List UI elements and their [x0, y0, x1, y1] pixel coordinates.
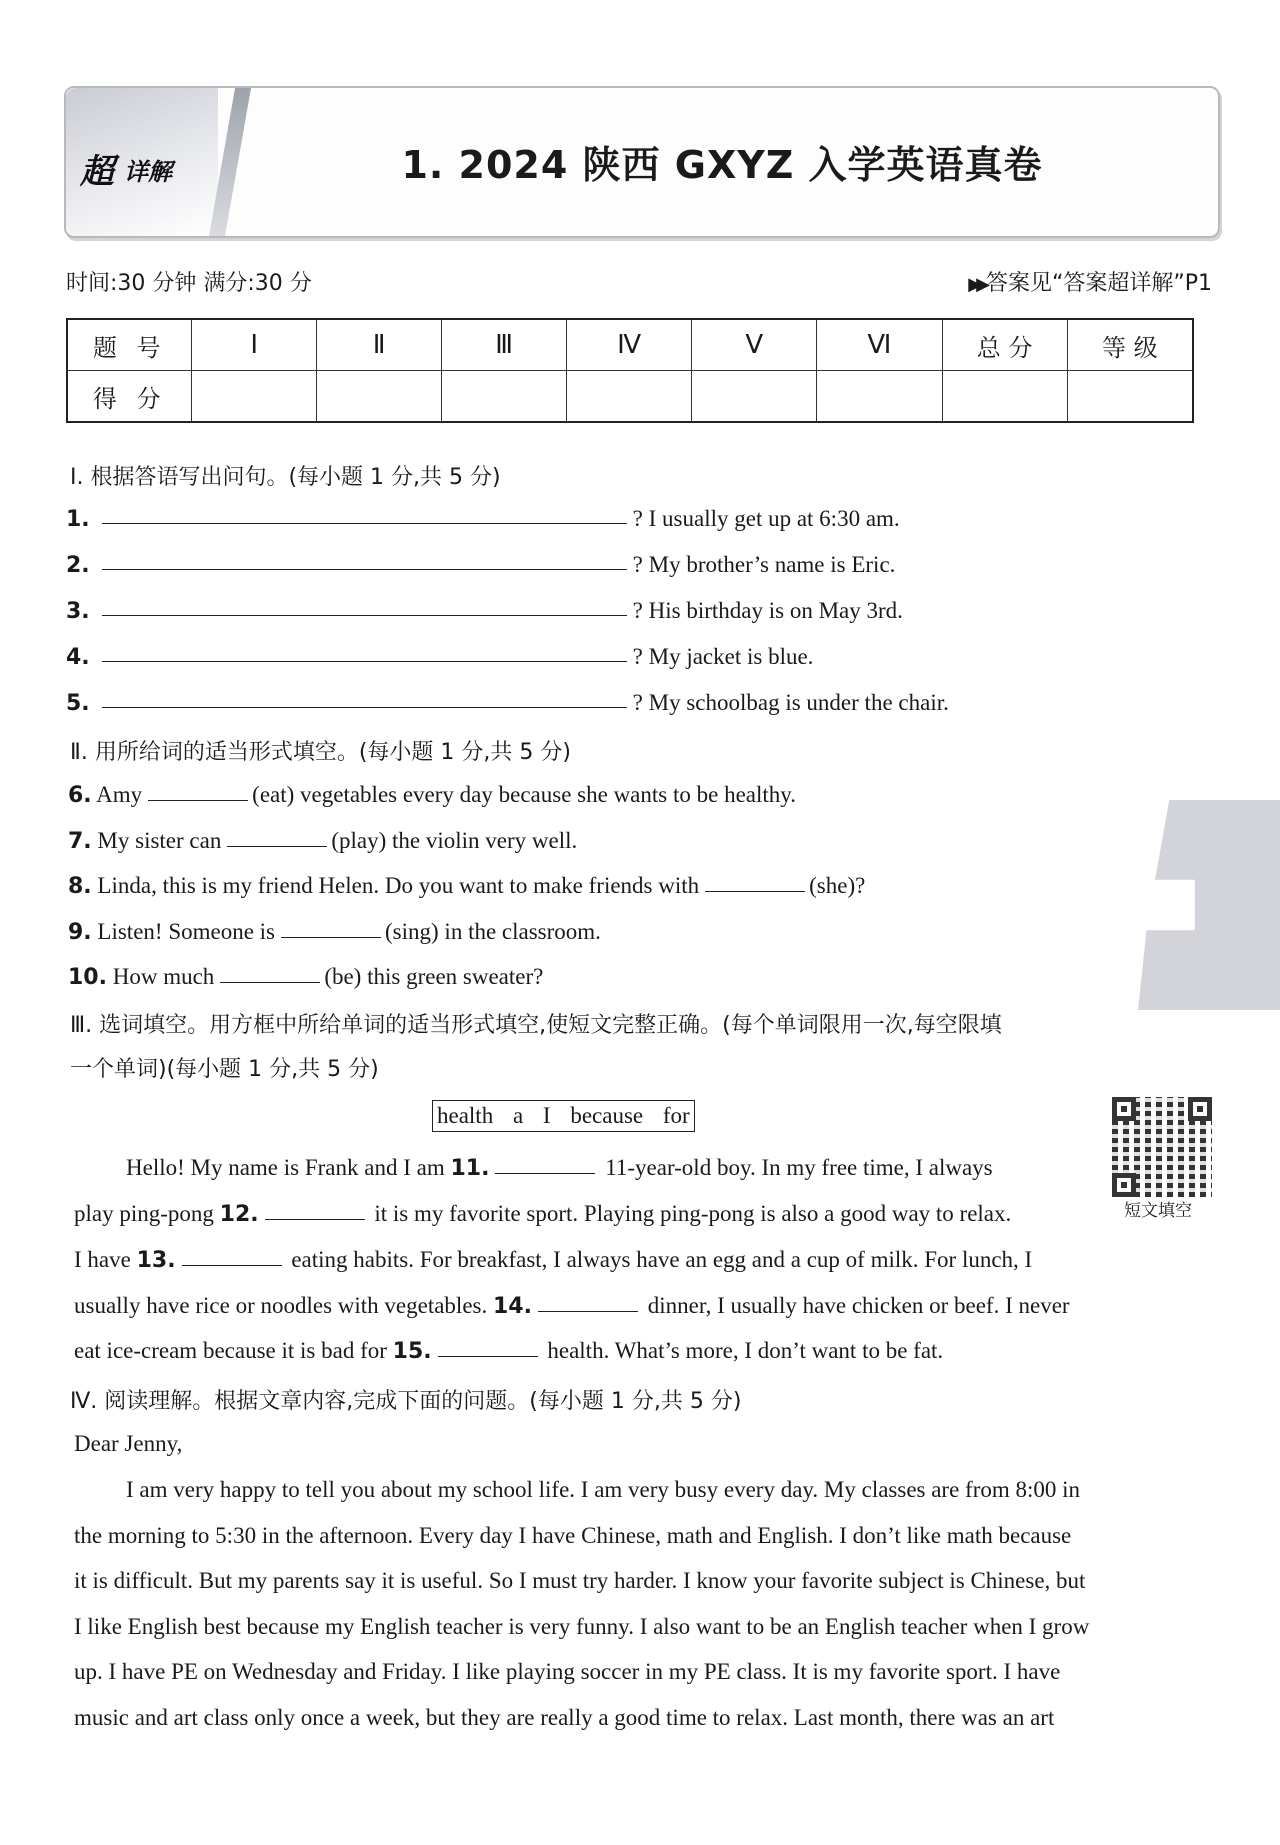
- question-10: [68, 964, 543, 990]
- table-header-cell: Ⅲ: [442, 319, 567, 371]
- passage-text: eating habits. For breakfast, I always have an egg and a cup of milk. For lunch, I: [291, 1247, 1033, 1272]
- passage-text: eat ice-cream because it is bad for: [74, 1338, 387, 1363]
- question-number: 9.: [68, 920, 92, 945]
- score-table-header-row: [67, 319, 1193, 371]
- page-title: 1. 2024 陕西 GXYZ 入学英语真卷: [401, 143, 1043, 187]
- qr-finder: [1188, 1097, 1212, 1121]
- score-cell[interactable]: [567, 371, 692, 423]
- question-text: Listen! Someone is: [97, 919, 276, 944]
- blank-number: 15.: [392, 1339, 432, 1364]
- answer-blank[interactable]: [102, 706, 627, 708]
- question-text: Linda, this is my friend Helen. Do you want to make friends with: [97, 873, 700, 898]
- passage-text: I have: [74, 1247, 131, 1272]
- answer-blank[interactable]: [438, 1355, 538, 1357]
- question-text: (eat) vegetables every day because she wants to be healthy.: [252, 782, 797, 807]
- passage-line: music and art class only once a week, but they are really a good time to relax. Last month, there was an art: [74, 1705, 1055, 1730]
- blank-number: 13.: [136, 1248, 176, 1273]
- question-number: 7.: [68, 829, 92, 854]
- section-3-heading: Ⅲ. 选词填空。用方框中所给单词的适当形式填空,使短文完整正确。(每个单词限用一次,每空限填: [70, 1013, 1002, 1038]
- passage-text: health. What’s more, I don’t want to be fat.: [547, 1338, 944, 1363]
- answer-reference-text: 答案见“答案超详解”P1: [985, 271, 1212, 296]
- table-header-cell: 等 级: [1067, 319, 1193, 371]
- score-cell[interactable]: [192, 371, 317, 423]
- answer-blank[interactable]: [102, 614, 627, 616]
- word-box: health a I because for: [432, 1100, 695, 1132]
- passage-line: [126, 1155, 993, 1181]
- question-6: [68, 782, 796, 808]
- question-number: 2.: [66, 553, 90, 578]
- question-number: 3.: [66, 599, 90, 624]
- table-header-cell: Ⅱ: [317, 319, 442, 371]
- decorative-watermark: [1138, 800, 1280, 1010]
- question-answer-text: ? I usually get up at 6:30 am.: [632, 506, 900, 531]
- answer-blank[interactable]: [265, 1218, 365, 1220]
- question-9: [68, 919, 601, 945]
- score-cell[interactable]: [692, 371, 817, 423]
- qr-code-icon[interactable]: [1112, 1097, 1212, 1197]
- answer-blank[interactable]: [281, 936, 381, 938]
- answer-blank[interactable]: [227, 845, 327, 847]
- question-text: (sing) in the classroom.: [385, 919, 601, 944]
- blank-number: 14.: [493, 1294, 532, 1319]
- answer-blank[interactable]: [102, 660, 627, 662]
- blank-number: 12.: [219, 1202, 259, 1227]
- answer-blank[interactable]: [102, 522, 627, 524]
- table-header-cell: Ⅵ: [817, 319, 942, 371]
- score-table-score-row: [67, 371, 1193, 423]
- question-2: [66, 552, 895, 578]
- question-answer-text: ? My brother’s name is Eric.: [632, 552, 896, 577]
- letter-greeting: Dear Jenny,: [74, 1431, 183, 1456]
- qr-finder: [1112, 1097, 1136, 1121]
- section-2-heading: Ⅱ. 用所给词的适当形式填空。(每小题 1 分,共 5 分): [70, 740, 571, 765]
- passage-text: Hello! My name is Frank and I am: [126, 1155, 445, 1180]
- blank-number: 11.: [450, 1156, 490, 1181]
- badge-chao: 超: [80, 152, 114, 192]
- qr-finder: [1112, 1173, 1136, 1197]
- passage-line: [74, 1247, 1032, 1273]
- title-banner: [64, 86, 1220, 238]
- question-number: 8.: [68, 874, 92, 899]
- question-text: (she)?: [809, 873, 866, 898]
- badge: [66, 88, 218, 236]
- answer-blank[interactable]: [182, 1264, 282, 1266]
- table-header-cell: Ⅳ: [567, 319, 692, 371]
- question-number: 6.: [68, 783, 92, 808]
- question-answer-text: ? My jacket is blue.: [632, 644, 814, 669]
- question-number: 4.: [66, 645, 90, 670]
- question-text: My sister can: [97, 828, 222, 853]
- answer-blank[interactable]: [220, 981, 320, 983]
- question-text: (be) this green sweater?: [324, 964, 544, 989]
- section-3-heading-cont: 一个单词)(每小题 1 分,共 5 分): [70, 1057, 379, 1082]
- passage-line: [74, 1338, 943, 1364]
- score-cell[interactable]: [1067, 371, 1193, 423]
- score-cell[interactable]: [817, 371, 942, 423]
- answer-blank[interactable]: [102, 568, 627, 570]
- answer-reference: [968, 266, 1212, 297]
- question-5: [66, 690, 949, 716]
- time-score-info: 时间:30 分钟 满分:30 分: [66, 271, 312, 296]
- question-text: Amy: [96, 782, 143, 807]
- table-header-cell: Ⅴ: [692, 319, 817, 371]
- passage-text: it is my favorite sport. Playing ping-pong is also a good way to relax.: [374, 1201, 1012, 1226]
- passage-text: dinner, I usually have chicken or beef. I never: [647, 1293, 1070, 1318]
- table-header-cell: 总 分: [942, 319, 1067, 371]
- question-4: [66, 644, 813, 670]
- passage-line: up. I have PE on Wednesday and Friday. I like playing soccer in my PE class. It is my favorite sport. I have: [74, 1659, 1061, 1684]
- answer-blank[interactable]: [705, 890, 805, 892]
- passage-text: 11-year-old boy. In my free time, I always: [605, 1155, 993, 1180]
- badge-xiangjie: 详解: [124, 158, 172, 186]
- passage-line: [74, 1201, 1011, 1227]
- score-table: [66, 318, 1194, 423]
- score-cell[interactable]: [442, 371, 567, 423]
- question-number: 1.: [66, 507, 90, 532]
- score-cell[interactable]: [942, 371, 1067, 423]
- passage-line: [74, 1293, 1070, 1319]
- question-number: 5.: [66, 691, 90, 716]
- question-answer-text: ? My schoolbag is under the chair.: [632, 690, 949, 715]
- question-3: [66, 598, 903, 624]
- table-row-label: 得 分: [67, 371, 192, 423]
- question-text: (play) the violin very well.: [331, 828, 578, 853]
- passage-line: it is difficult. But my parents say it is useful. So I must try harder. I know your favorite subject is Chinese, but: [74, 1568, 1086, 1593]
- answer-blank[interactable]: [538, 1310, 638, 1312]
- question-number: 10.: [68, 965, 107, 990]
- passage-line: the morning to 5:30 in the afternoon. Every day I have Chinese, math and English. I don’t like math because: [74, 1523, 1072, 1548]
- table-header-cell: Ⅰ: [192, 319, 317, 371]
- passage-line: I like English best because my English teacher is very funny. I also want to be an English teacher when I grow: [74, 1614, 1090, 1639]
- question-answer-text: ? His birthday is on May 3rd.: [632, 598, 903, 623]
- answer-blank[interactable]: [495, 1172, 595, 1174]
- qr-label: 短文填空: [1124, 1201, 1192, 1221]
- section-1-heading: Ⅰ. 根据答语写出问句。(每小题 1 分,共 5 分): [70, 465, 501, 490]
- answer-blank[interactable]: [148, 799, 248, 801]
- table-header-cell: 题 号: [67, 319, 192, 371]
- question-text: How much: [112, 964, 215, 989]
- double-arrow-icon: ▶▶: [968, 274, 984, 295]
- score-cell[interactable]: [317, 371, 442, 423]
- passage-text: usually have rice or noodles with vegetables.: [74, 1293, 488, 1318]
- question-1: [66, 506, 900, 532]
- passage-line: I am very happy to tell you about my school life. I am very busy every day. My classes are from 8:00 in: [126, 1477, 1081, 1502]
- section-4-heading: Ⅳ. 阅读理解。根据文章内容,完成下面的问题。(每小题 1 分,共 5 分): [70, 1389, 742, 1414]
- question-7: [68, 828, 577, 854]
- passage-text: play ping-pong: [74, 1201, 214, 1226]
- question-8: [68, 873, 865, 899]
